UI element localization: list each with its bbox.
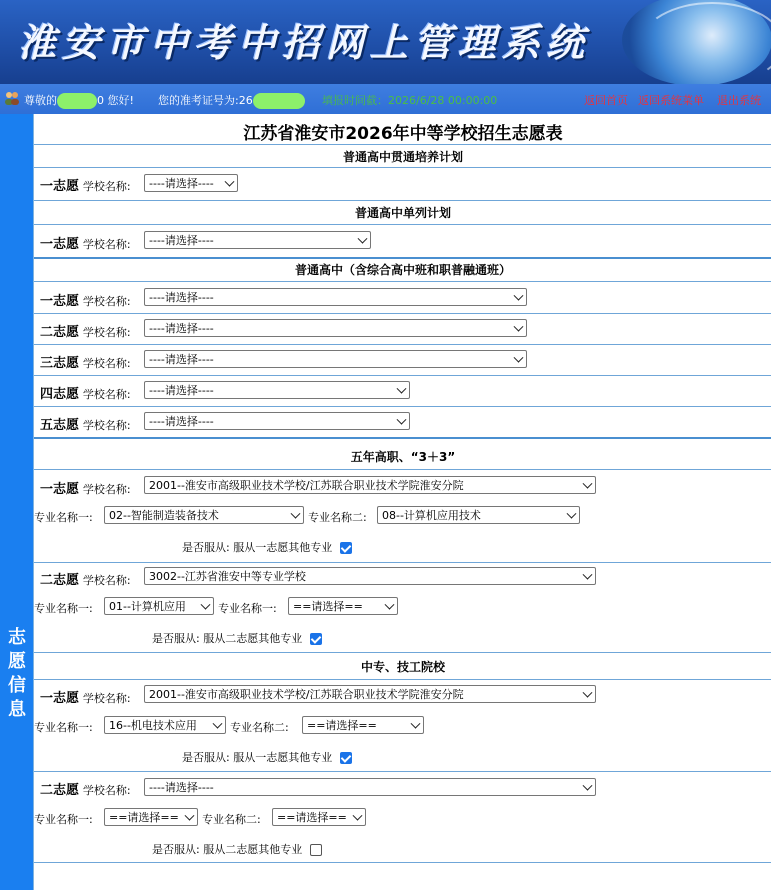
major1-label: 专业名称一: [34,602,93,615]
obey-row [152,630,322,646]
school-select[interactable]: ----请选择---- [144,381,410,399]
school-label: 学校名称: [82,180,131,193]
section-heading: 五年高职、“3＋3” [350,450,456,464]
users-icon [4,91,20,105]
choice-row [40,383,131,402]
obey-row [182,749,352,765]
major2-select[interactable]: ==请选择== [302,716,424,734]
choice-rank: 一志愿 [40,179,80,194]
choice-rank: 二志愿 [40,325,80,340]
form-title: 江苏省淮安市2026年中等学校招生志愿表 [243,124,563,144]
obey-checkbox[interactable] [340,542,352,554]
school-select[interactable]: 2001--淮安市高级职业技术学校/江苏联合职业技术学院淮安分院 [144,476,596,494]
school-select[interactable]: ----请选择---- [144,288,527,306]
major1-label: 专业名称一: [34,511,93,524]
major1-select[interactable]: 16--机电技术应用 [104,716,226,734]
choice-row [40,175,131,194]
school-label: 学校名称: [82,419,131,432]
obey-row [152,841,322,857]
school-select[interactable]: ----请选择---- [144,174,238,192]
school-select[interactable]: ----请选择---- [144,231,371,249]
choice-row [40,779,131,798]
obey-label: 是否服从: [152,632,200,645]
choice-row [40,352,131,371]
side-label: 志愿信息 [8,627,26,720]
choice-row [40,290,131,309]
exam-number [158,92,305,109]
section-heading: 普通高中贯通培养计划 [342,150,463,164]
school-label: 学校名称: [82,692,131,705]
school-select[interactable]: 3002--江苏省淮安中等专业学校 [144,567,596,585]
school-label: 学校名称: [82,574,131,587]
obey-text: 服从一志愿其他专业 [233,751,333,764]
section-heading: 中专、技工院校 [360,660,445,674]
major2-select[interactable]: 08--计算机应用技术 [377,506,580,524]
school-label: 学校名称: [82,295,131,308]
major2-label: 专业名称二: [230,721,289,734]
choice-rank: 一志愿 [40,237,80,252]
school-select[interactable]: ----请选择---- [144,778,596,796]
header-banner [0,0,771,84]
choice-rank: 一志愿 [40,294,80,309]
system-title: 淮安市中考中招网上管理系统 [18,20,591,65]
obey-checkbox[interactable] [310,633,322,645]
obey-row [182,539,352,555]
greeting [24,92,134,109]
obey-text: 服从二志愿其他专业 [203,843,303,856]
major1-label: 专业名称一: [34,813,93,826]
choice-rank: 五志愿 [40,418,80,433]
deadline-text: 填报时间截：2026/6/28 00:00:00 [322,94,498,107]
major1-select[interactable]: 02--智能制造装备技术 [104,506,304,524]
section-heading: 普通高中（含综合高中班和职普融通班） [294,263,511,277]
major2-label: 专业名称二: [308,511,367,524]
major2-label: 专业名称二: [202,813,261,826]
school-label: 学校名称: [82,326,131,339]
globe-arc-decoration [640,2,771,84]
school-label: 学校名称: [82,784,131,797]
application-form [33,114,771,890]
school-select[interactable]: ----请选择---- [144,350,527,368]
side-label-column [0,114,33,890]
school-select[interactable]: 2001--淮安市高级职业技术学校/江苏联合职业技术学院淮安分院 [144,685,596,703]
choice-rank: 一志愿 [40,691,80,706]
obey-checkbox[interactable] [340,752,352,764]
obey-label: 是否服从: [182,541,230,554]
school-select[interactable]: ----请选择---- [144,412,410,430]
choice-row [40,569,131,588]
school-label: 学校名称: [82,388,131,401]
obey-text: 服从一志愿其他专业 [233,541,333,554]
info-bar [0,84,771,114]
major2-label: 专业名称一: [218,602,277,615]
choice-row [40,321,131,340]
nav-home-link[interactable]: 返回首页 [584,94,628,107]
choice-rank: 二志愿 [40,573,80,588]
masked-name [57,93,97,109]
major2-select[interactable]: ==请选择== [288,597,398,615]
school-label: 学校名称: [82,238,131,251]
choice-rank: 一志愿 [40,482,80,497]
greeting-prefix: 尊敬的 [24,94,57,107]
major1-select[interactable]: 01--计算机应用 [104,597,214,615]
choice-row [40,233,131,252]
major1-label: 专业名称一: [34,721,93,734]
choice-row [40,414,131,433]
choice-row [40,478,131,497]
obey-label: 是否服从: [152,843,200,856]
obey-text: 服从二志愿其他专业 [203,632,303,645]
school-label: 学校名称: [82,483,131,496]
masked-exam-number [253,93,305,109]
nav-menu-link[interactable]: 返回系统菜单 [638,94,704,107]
choice-rank: 二志愿 [40,783,80,798]
major1-select[interactable]: ==请选择== [104,808,198,826]
choice-rank: 三志愿 [40,356,80,371]
greeting-suffix: 0 您好! [97,94,134,107]
major2-select[interactable]: ==请选择== [272,808,366,826]
choice-row [40,687,131,706]
section-heading: 普通高中单列计划 [354,206,451,220]
exam-number-label: 您的准考证号为:26 [158,94,253,107]
school-select[interactable]: ----请选择---- [144,319,527,337]
school-label: 学校名称: [82,357,131,370]
obey-checkbox[interactable] [310,844,322,856]
choice-rank: 四志愿 [40,387,80,402]
nav-logout-link[interactable]: 退出系统 [717,94,761,107]
obey-label: 是否服从: [182,751,230,764]
